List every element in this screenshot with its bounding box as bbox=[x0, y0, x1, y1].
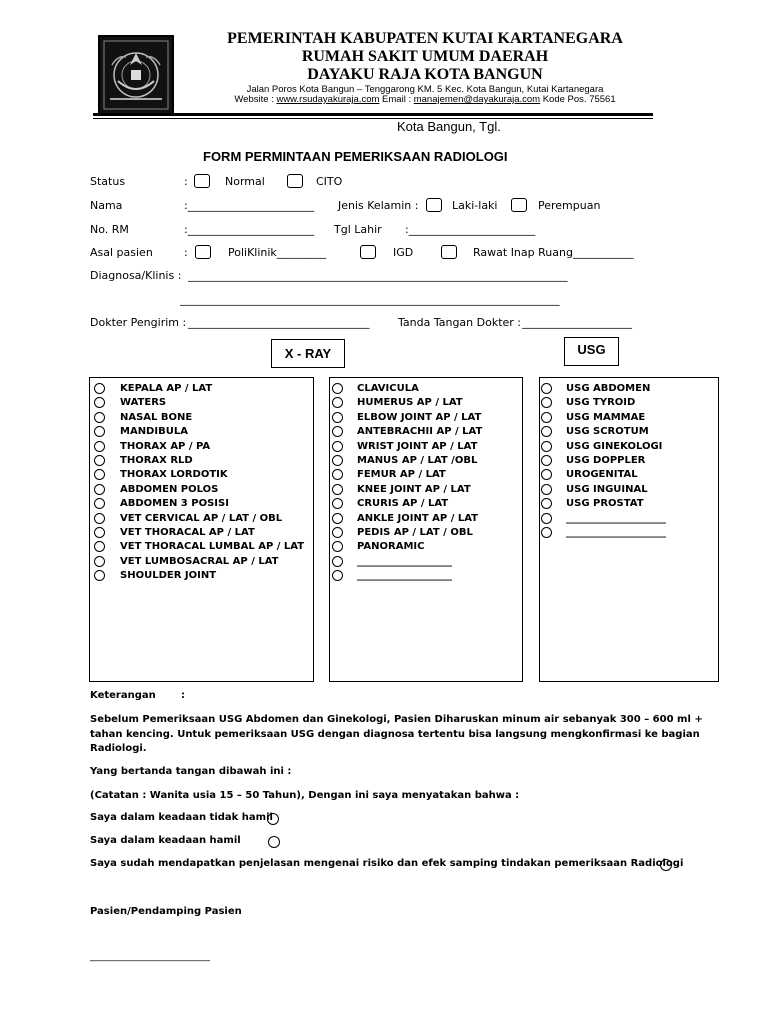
exam-option[interactable] bbox=[541, 382, 719, 396]
option-radio[interactable] bbox=[94, 469, 105, 480]
exam-option[interactable] bbox=[332, 468, 522, 482]
option-radio[interactable] bbox=[332, 527, 343, 538]
option-label: KEPALA AP / LAT bbox=[120, 383, 213, 394]
igd-label: IGD bbox=[393, 246, 414, 259]
rawat-inap-label: Rawat Inap Ruang___________ bbox=[473, 246, 634, 259]
jenis-kelamin-label: Jenis Kelamin : bbox=[338, 199, 419, 212]
option-label: HUMERUS AP / LAT bbox=[357, 397, 463, 409]
option-label: ____________________ bbox=[566, 526, 666, 538]
option-radio[interactable] bbox=[332, 412, 343, 423]
option-radio[interactable] bbox=[332, 469, 343, 480]
exam-option[interactable] bbox=[332, 454, 522, 468]
option-radio[interactable] bbox=[94, 455, 105, 466]
keterangan-label: Keterangan bbox=[90, 690, 156, 701]
igd-checkbox[interactable] bbox=[360, 245, 376, 259]
option-label: ABDOMEN 3 POSISI bbox=[120, 498, 229, 510]
exam-option[interactable] bbox=[94, 468, 314, 482]
option-radio[interactable] bbox=[332, 541, 343, 552]
header-hospital-name: DAYAKU RAJA KOTA BANGUN bbox=[307, 66, 543, 83]
option-radio[interactable] bbox=[94, 513, 105, 524]
option-radio[interactable] bbox=[332, 455, 343, 466]
option-radio[interactable] bbox=[94, 527, 105, 538]
option-radio[interactable] bbox=[332, 441, 343, 452]
email-link[interactable]: manajemen@dayakuraja.com bbox=[413, 94, 541, 105]
tanda-tangan-dokter-label: Tanda Tangan Dokter : bbox=[398, 316, 522, 329]
option-radio[interactable] bbox=[94, 556, 105, 567]
cito-label: CITO bbox=[316, 175, 343, 188]
option-label: USG SCROTUM bbox=[566, 426, 649, 438]
option-label: USG PROSTAT bbox=[566, 498, 644, 510]
exam-option[interactable] bbox=[541, 468, 719, 482]
normal-label: Normal bbox=[225, 175, 265, 188]
usg-heading: USG bbox=[564, 337, 619, 366]
normal-checkbox[interactable] bbox=[194, 174, 210, 188]
dokter-pengirim-field[interactable]: _________________________________ bbox=[188, 316, 370, 329]
xray-heading: X - RAY bbox=[271, 339, 345, 368]
exam-option[interactable] bbox=[541, 497, 719, 511]
note-line-1: Sebelum Pemeriksaan USG Abdomen dan Ginekologi, Pasien Diharuskan minum air sebanyak 300 – 600 ml + bbox=[90, 714, 703, 725]
tgl-lahir-label: Tgl Lahir bbox=[334, 223, 382, 236]
hamil-label: Saya dalam keadaan hamil bbox=[90, 835, 241, 846]
note-line-2: tahan kencing. Untuk pemeriksaan USG dengan diagnosa tertentu bisa langsung mengkonfirmasi ke bagian bbox=[90, 729, 700, 740]
option-label: FEMUR AP / LAT bbox=[357, 469, 446, 481]
header-divider-thick bbox=[93, 113, 653, 116]
option-label: USG ABDOMEN bbox=[566, 383, 651, 394]
exam-option[interactable] bbox=[332, 512, 522, 526]
exam-option[interactable] bbox=[94, 396, 314, 410]
nama-label: Nama bbox=[90, 199, 123, 212]
option-radio[interactable] bbox=[541, 441, 552, 452]
option-label: KNEE JOINT AP / LAT bbox=[357, 483, 471, 495]
perempuan-checkbox[interactable] bbox=[511, 198, 527, 212]
exam-option[interactable] bbox=[332, 382, 522, 396]
header-hospital: RUMAH SAKIT UMUM DAERAH bbox=[301, 48, 549, 65]
header-divider-thin bbox=[93, 118, 653, 119]
exam-option[interactable] bbox=[94, 425, 314, 439]
exam-option[interactable] bbox=[332, 540, 522, 554]
option-label: ELBOW JOINT AP / LAT bbox=[357, 411, 482, 423]
option-radio[interactable] bbox=[332, 556, 343, 567]
exam-option[interactable] bbox=[94, 526, 314, 540]
hamil-radio[interactable] bbox=[268, 836, 280, 848]
exam-option[interactable] bbox=[94, 497, 314, 511]
bertanda-text: Yang bertanda tangan dibawah ini : bbox=[90, 766, 292, 777]
exam-option[interactable] bbox=[332, 526, 522, 540]
place-date: Kota Bangun, Tgl. bbox=[397, 119, 501, 134]
option-radio[interactable] bbox=[94, 383, 105, 394]
option-radio[interactable] bbox=[332, 383, 343, 394]
option-label: USG MAMMAE bbox=[566, 411, 646, 423]
asal-colon: : bbox=[184, 246, 188, 259]
option-radio[interactable] bbox=[94, 498, 105, 509]
option-label: ___________________ bbox=[357, 570, 452, 582]
tgl-lahir-field[interactable]: :_______________________ bbox=[405, 223, 536, 236]
exam-option[interactable] bbox=[94, 540, 314, 554]
option-label: SHOULDER JOINT bbox=[120, 570, 217, 582]
exam-option[interactable] bbox=[94, 555, 314, 569]
option-radio[interactable] bbox=[332, 397, 343, 408]
exam-option[interactable] bbox=[332, 555, 522, 569]
option-label: UROGENITAL bbox=[566, 469, 638, 481]
option-label: USG GINEKOLOGI bbox=[566, 440, 663, 452]
website-link[interactable]: www.rsudayakuraja.com bbox=[276, 94, 380, 105]
option-radio[interactable] bbox=[541, 397, 552, 408]
no-rm-field[interactable]: :_______________________ bbox=[184, 223, 315, 236]
option-label: CRURIS AP / LAT bbox=[357, 498, 449, 510]
no-rm-label: No. RM bbox=[90, 223, 129, 236]
exam-option[interactable] bbox=[94, 454, 314, 468]
option-label: ANTEBRACHII AP / LAT bbox=[357, 426, 483, 438]
option-label: WATERS bbox=[120, 397, 167, 409]
tanda-tangan-dokter-field[interactable]: ____________________ bbox=[522, 316, 632, 329]
option-radio[interactable] bbox=[332, 513, 343, 524]
exam-option[interactable] bbox=[541, 440, 719, 454]
option-radio[interactable] bbox=[541, 455, 552, 466]
option-label: VET THORACAL LUMBAL AP / LAT bbox=[120, 541, 305, 553]
penjelasan-radio[interactable] bbox=[660, 859, 672, 871]
option-label: PEDIS AP / LAT / OBL bbox=[357, 526, 473, 538]
exam-option[interactable] bbox=[332, 425, 522, 439]
header-government: PEMERINTAH KABUPATEN KUTAI KARTANEGARA bbox=[227, 30, 623, 47]
exam-option[interactable] bbox=[541, 483, 719, 497]
option-label: WRIST JOINT AP / LAT bbox=[357, 440, 478, 452]
exam-option[interactable] bbox=[541, 425, 719, 439]
laki-laki-checkbox[interactable] bbox=[426, 198, 442, 212]
exam-option[interactable] bbox=[541, 411, 719, 425]
option-radio[interactable] bbox=[94, 541, 105, 552]
status-colon: : bbox=[184, 175, 188, 188]
option-radio[interactable] bbox=[541, 498, 552, 509]
header-contact: Website : www.rsudayakuraja.com Email : manajemen@dayakuraja.com Kode Pos. 75561 bbox=[234, 94, 616, 105]
option-radio[interactable] bbox=[541, 426, 552, 437]
option-radio[interactable] bbox=[541, 412, 552, 423]
diagnosa-field-2[interactable]: _____________________________________________________________________ bbox=[180, 293, 560, 306]
exam-option[interactable] bbox=[541, 454, 719, 468]
option-label: MANUS AP / LAT /OBL bbox=[357, 454, 478, 466]
exam-option[interactable] bbox=[332, 483, 522, 497]
penjelasan-label: Saya sudah mendapatkan penjelasan mengenai risiko dan efek samping tindakan pemeriksaan Radiologi bbox=[90, 858, 684, 869]
option-radio[interactable] bbox=[332, 570, 343, 581]
exam-option[interactable] bbox=[541, 396, 719, 410]
option-label: USG TYROID bbox=[566, 397, 636, 409]
keterangan-colon: : bbox=[181, 690, 185, 701]
option-radio[interactable] bbox=[94, 484, 105, 495]
exam-option[interactable] bbox=[332, 497, 522, 511]
exam-option[interactable] bbox=[94, 569, 314, 583]
option-label: THORAX LORDOTIK bbox=[120, 469, 228, 481]
exam-option[interactable] bbox=[541, 526, 719, 540]
option-label: ____________________ bbox=[566, 512, 666, 524]
diagnosa-field-1[interactable]: _____________________________________________________________________ bbox=[188, 269, 568, 282]
poliklinik-label: PoliKlinik_________ bbox=[228, 246, 327, 259]
option-radio[interactable] bbox=[332, 426, 343, 437]
option-label: PANORAMIC bbox=[357, 541, 425, 553]
option-label: VET LUMBOSACRAL AP / LAT bbox=[120, 555, 279, 567]
option-label: THORAX RLD bbox=[120, 454, 193, 466]
option-label: NASAL BONE bbox=[120, 411, 193, 423]
option-radio[interactable] bbox=[332, 498, 343, 509]
asal-pasien-label: Asal pasien bbox=[90, 246, 153, 259]
option-label: ___________________ bbox=[357, 555, 452, 567]
exam-option[interactable] bbox=[94, 382, 314, 396]
poliklinik-checkbox[interactable] bbox=[195, 245, 211, 259]
status-label: Status bbox=[90, 175, 126, 188]
option-radio[interactable] bbox=[94, 570, 105, 581]
option-radio[interactable] bbox=[541, 513, 552, 524]
option-radio[interactable] bbox=[94, 426, 105, 437]
nama-field[interactable]: :_______________________ bbox=[184, 199, 315, 212]
form-title: FORM PERMINTAAN PEMERIKSAAN RADIOLOGI bbox=[203, 149, 508, 164]
option-label: USG INGUINAL bbox=[566, 483, 648, 495]
signature-line[interactable]: ________________________ bbox=[90, 951, 210, 962]
option-label: ABDOMEN POLOS bbox=[120, 483, 219, 495]
option-radio[interactable] bbox=[541, 383, 552, 394]
option-label: USG DOPPLER bbox=[566, 454, 646, 466]
dokter-pengirim-label: Dokter Pengirim : bbox=[90, 316, 187, 329]
option-radio[interactable] bbox=[541, 484, 552, 495]
hospital-logo bbox=[98, 35, 174, 115]
note-line-3: Radiologi. bbox=[90, 743, 147, 754]
option-radio[interactable] bbox=[332, 484, 343, 495]
diagnosa-label: Diagnosa/Klinis : bbox=[90, 269, 182, 282]
option-radio[interactable] bbox=[541, 469, 552, 480]
option-label: VET THORACAL AP / LAT bbox=[120, 526, 255, 538]
exam-option[interactable] bbox=[332, 411, 522, 425]
option-radio[interactable] bbox=[541, 527, 552, 538]
exam-option[interactable] bbox=[332, 569, 522, 583]
cito-checkbox[interactable] bbox=[287, 174, 303, 188]
exam-option[interactable] bbox=[94, 512, 314, 526]
catatan-text: (Catatan : Wanita usia 15 – 50 Tahun), Dengan ini saya menyatakan bahwa : bbox=[90, 790, 520, 801]
xray-list-box-2 bbox=[329, 377, 523, 682]
exam-option[interactable] bbox=[94, 483, 314, 497]
option-radio[interactable] bbox=[94, 412, 105, 423]
header-address: Jalan Poros Kota Bangun – Tenggarong KM. 5 Kec. Kota Bangun, Kutai Kartanegara bbox=[246, 84, 604, 95]
pasien-label: Pasien/Pendamping Pasien bbox=[90, 906, 242, 917]
usg-list-box bbox=[539, 377, 719, 682]
laki-laki-label: Laki-laki bbox=[452, 199, 498, 212]
tidak-hamil-radio[interactable] bbox=[267, 813, 279, 825]
exam-option[interactable] bbox=[94, 411, 314, 425]
option-label: THORAX AP / PA bbox=[120, 440, 211, 452]
perempuan-label: Perempuan bbox=[538, 199, 601, 212]
xray-list-box-1 bbox=[89, 377, 314, 682]
exam-option[interactable] bbox=[332, 440, 522, 454]
option-label: CLAVICULA bbox=[357, 383, 419, 394]
rawat-inap-checkbox[interactable] bbox=[441, 245, 457, 259]
option-radio[interactable] bbox=[94, 397, 105, 408]
option-label: MANDIBULA bbox=[120, 426, 188, 438]
option-label: VET CERVICAL AP / LAT / OBL bbox=[120, 512, 283, 524]
option-label: ANKLE JOINT AP / LAT bbox=[357, 512, 478, 524]
option-radio[interactable] bbox=[94, 441, 105, 452]
exam-option[interactable] bbox=[94, 440, 314, 454]
exam-option[interactable] bbox=[332, 396, 522, 410]
tidak-hamil-label: Saya dalam keadaan tidak hamil bbox=[90, 812, 273, 823]
exam-option[interactable] bbox=[541, 512, 719, 526]
